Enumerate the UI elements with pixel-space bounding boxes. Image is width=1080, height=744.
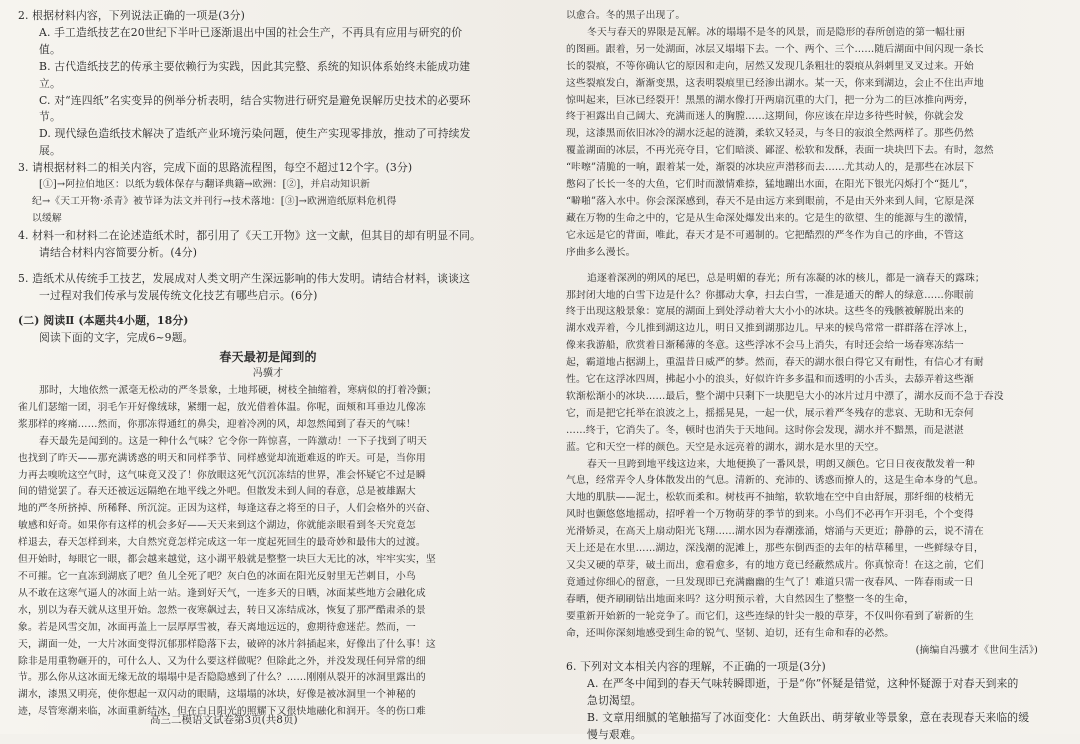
right-column-line: 要重新开始新的一轮竞争了。而它们，这些连绿的针尖一般的草芽，不仅叫你看到了崭新的生 xyxy=(566,610,974,622)
right-column-line: 这些裂痕发白，渐渐变黑，这表明裂痕里已经渗出湖水。某一天，你来到湖边，会止不住出声地 xyxy=(566,77,984,89)
right-column-line: 追逐着深冽的朔风的尾巴，总是明媚的春光；所有冻凝的冰的核儿，都是一滴春天的露珠； xyxy=(587,272,985,284)
left-column-line: 迹，尽管寒潮来临，冰面重新结冰，但在白日阳光的照耀下又很快地融化和润开。冬的伤口难 xyxy=(18,706,426,718)
left-column-line: 从不敢在这寒气逼人的冰面上站一站。逢到好天气，一连多天的日晒，冰面某些地方会融化成 xyxy=(18,587,426,599)
left-column-line: 春天最先是闻到的。这是一种什么气味？它令你一阵惊喜，一阵激动！一下子找到了明天 xyxy=(39,435,427,447)
right-column-line: 的图画。跟着，另一处湖面，冰层又塌塌下去。一个、两个、三个……随后湖面中间闪现一条长 xyxy=(566,43,984,55)
right-column-line: 惊叫起来，巨冰已经裂开！黑黑的湖水像打开两扇沉重的大门，把一分为二的巨冰推向两旁， xyxy=(566,94,974,106)
right-column-line: 起，霸道地占据湖上，重温昔日威严的梦。然而，春天的湖水很白得它又有耐性，有信心才有耐 xyxy=(566,357,984,369)
right-column-line: 终于袒露出自己阔大、充满而迷人的胸膛……这期间，你应该在岸边多待些时候，你就会发 xyxy=(566,111,964,123)
left-column-line: 冯骥才 xyxy=(252,368,284,380)
left-column-line: 以缓解 xyxy=(32,212,62,224)
left-column-line: 敏感和好奇。如果你有这样的机会多好——天天来到这个湖边，你就能亲眼看到冬天究竟怎 xyxy=(18,520,416,532)
right-column-line: ……终于，它消失了。冬，顿时也消失于天地间。这时你会发现，湖水并不黯黑，而是湛湛 xyxy=(566,424,964,436)
right-column-line: 慢与艰难。 xyxy=(587,728,642,742)
left-column-line: 展。 xyxy=(39,144,61,158)
right-column-line: 6. 下列对文本相关内容的理解，不正确的一项是(3分) xyxy=(566,660,826,674)
right-column-line: 光滑娇灵，在高天上扇动阳光飞翔……湖水因为春潮涨涌，熔涌与天更近；静静的云，说不清在 xyxy=(566,526,984,538)
left-column-line: 节。那么你从这冰面无缘无故的塌塌中是否隐隐感到了什么？……刚刚从裂开的冰洞里露出的 xyxy=(18,672,426,684)
right-column-line: 命，还叫你深刻地感受到生命的锐气、坚韧、迫切，还有生命和春的必然。 xyxy=(566,627,895,639)
left-column-line: 节。 xyxy=(39,110,61,124)
left-column-line: B. 古代造纸技艺的传承主要依赖行为实践，因此其完整、系统的知识体系始终未能成功建 xyxy=(39,59,471,73)
left-column-line: A. 手工造纸技艺在20世纪下半叶已逐渐退出中国的社会生产，不再具有应用与研究的价 xyxy=(39,25,463,39)
right-column xyxy=(566,8,1064,744)
right-column-line: 以愈合。冬的黑子出现了。 xyxy=(566,10,686,21)
right-column-line: 现，这漆黑而依旧冰冷的湖水泛起的涟漪，柔软又轻灵，与冬日的寂浪全然两样了。那些仍然 xyxy=(566,128,974,140)
page-footer: 高三二模语文试卷第3页(共8页) xyxy=(150,714,298,726)
right-column-line: 春晒，便齐刷刷钻出地面来吗？这分明预示着，大自然因生了整整一冬的生命， xyxy=(566,593,915,605)
right-column-line: B. 文章用细腻的笔触描写了冰面变化：大鱼跃出、萌芽敏业等景象，意在表现春天来临的缓 xyxy=(587,711,1030,725)
left-column-line: 但开始时，每眼它一眼，都会越来越觉，这小湖平般就是整整一块巨大无比的冰，牢牢实实，坚 xyxy=(18,554,436,566)
left-column-line: 立。 xyxy=(39,76,61,90)
left-column-line: 水，别以为春天就从这里开始。忽然一夜寒飙过去，转日又冻结成冰，恢复了那严酷肃杀的景 xyxy=(18,604,426,616)
left-column-line: C. 对“连四纸”名实变异的例举分析表明，结合实物进行研究是避免误解历史技术的必要环 xyxy=(39,93,471,107)
right-column-line: 它，而是把它托举在浪波之上，摇摇晃晃，一起一伏，展示着严冬残存的悲哀、无助和无奈何 xyxy=(566,407,974,419)
left-column-line: 不可摧。它一直冻到湖底了吧？鱼儿全死了吧？灰白色的冰面在阳光反射里无芒刺目，小鸟 xyxy=(18,571,416,582)
left-column-line: 也找到了昨天——那充满诱惑的明天和同样季节、同样感觉却流逝难返的昨天。可是，当你用 xyxy=(18,452,426,464)
left-column-line: 那时，大地依然一派毫无松动的严冬景象，土地邦硬，树枝全抽缩着，寒病似的打着冷颤； xyxy=(39,385,437,397)
right-column-line: “咔嚓”清脆的一响，跟着某一处，渐裂的冰块应声潜移而去……尤其动人的，是那些在冰层下 xyxy=(566,162,975,174)
left-column-line: 2. 根据材料内容，下列说法正确的一项是(3分) xyxy=(18,9,245,22)
right-column-line: 序曲多么漫长。 xyxy=(566,246,636,258)
right-column-line: 像来我游船，欣赏着日渐稀薄的冬意。这些浮冰不会马上消失，有时还会给一场春寒冻结一 xyxy=(566,340,964,352)
right-column-line: 大地的肌肤——泥土，松软而柔和。树枝再不抽缩，软软地在空中自由舒展，那纤细的枝梢无 xyxy=(566,492,974,504)
left-column-line xyxy=(18,262,518,271)
left-column-line: 纪→《天工开物·杀青》被节译为法文并刊行→技术落地：[③]→欧洲造纸原料危机得 xyxy=(32,195,397,207)
right-column-line xyxy=(566,262,1064,271)
left-column-line: 象。若是风雪交加，冰面再盖上一层厚厚雪被，春天离地远远的，愈期待愈迷茫。然而，一 xyxy=(18,621,416,633)
right-column-line: 长的裂痕，不等你确认它的原因和走向，居然又发现几条粗壮的裂痕从斜刺里叉叉过来。开始 xyxy=(566,60,974,72)
left-column-line: 3. 请根据材料二的相关内容，完成下面的思路流程图，每空不超过12个字。(3分) xyxy=(18,161,413,175)
right-column-line: (摘编自冯骥才《世间生活》) xyxy=(915,644,1038,656)
left-column-line: 值。 xyxy=(39,42,61,56)
right-column-line: 藏在万物的生命之中的，它是从生命深处爆发出来的。它是生的欲望、生的能源与生的激情， xyxy=(566,212,974,224)
left-column-line: 间的错觉罢了。春天还被远远隔绝在地平线之外吧。但散发未到人间的春意，总是被雄踞大 xyxy=(18,486,416,498)
left-column-line: 雀儿们瑟缩一团，羽毛乍开好像绒球，紧绷一起，放光借着体温。你呢，面颊和耳垂边儿像冻 xyxy=(18,401,426,413)
right-column-line: 风时也颤悠悠地摇动，招呼着一个万物萌芽的季节的到来。小鸟们不必再乍开羽毛，个个变得 xyxy=(566,509,974,521)
left-column xyxy=(18,8,518,721)
right-column-line: “噼啪”落入水中。你会深深感到，春天不是由远方来到眼前，不是由天外来到人间，它原是深 xyxy=(566,195,975,207)
left-column-line: 5. 造纸术从传统手工技艺，发展成对人类文明产生深远影响的伟大发明。请结合材料，谈谈这 xyxy=(18,271,471,285)
right-column-line: 性。它在这浮冰四周，拂起小小的浪头，好似许许多多温和而透明的小舌头，去舔弄着这些渐 xyxy=(566,374,974,386)
left-column-line: 一过程对我们传承与发展传统文化技艺有哪些启示。(6分) xyxy=(39,288,318,302)
left-column-line: 湖水，漆黑又明亮，使你想起一双闪动的眼睛，这塌塌的冰块，好像是被冰洞里一个神秘的 xyxy=(18,689,416,701)
left-column-line: (二) 阅读Ⅱ (本题共4小题，18分) xyxy=(18,314,189,328)
right-column-line: 又尖又硬的草芽，破土而出，愈看愈多，有的地方竟已经蔽然成片。你真惊奇！在这之前，它们 xyxy=(566,560,984,571)
right-column-line: 天上还是在水里……湖边，深浅潮的泥滩上，那些东倒西歪的去年的枯草稀里，一些鲜绿夺目， xyxy=(566,543,984,555)
right-column-line: 春天一旦跨到地平线这边来，大地便换了一番风景，明朗又颜色。它日日夜夜散发着一种 xyxy=(587,458,975,470)
right-column-line: 覆盖湖面的冰层，不再光亮夺目，它们暗淡、鄙涩、松软和发酥，表面一块块凹下去。有时，忽然 xyxy=(566,145,994,157)
left-column-line: 阅读下面的文字，完成6~9题。 xyxy=(39,331,194,345)
right-column-line: A. 在严冬中闻到的春天气味转瞬即逝，于是“你”怀疑是错觉，这种怀疑源于对春天到来的 xyxy=(587,677,1019,691)
right-column-line: 终于出现这般景象：宽展的湖面上到处浮动着大大小小的冰块。这些冬的残骸被解脱出来的 xyxy=(566,306,964,318)
left-column-line: 地的严冬所挤掉、所稀释、所沉淀。正因为这样，每逢这春之将至的日子，人们会格外的兴奋、 xyxy=(18,503,436,515)
left-column-line xyxy=(18,304,518,313)
left-column-line: D. 现代绿色造纸技术解决了造纸产业环境污染问题，使生产实现零排放，推动了可持续发 xyxy=(39,127,471,141)
right-column-line: 竟通过你细心的留意，一旦发现即已充满幽幽的生气了！难道只需一夜春风、一阵春雨或一日 xyxy=(566,576,974,588)
right-column-line: 软渐松渐小的冰块……最后，整个湖中只剩下一块肥皂大小的冰片过月中漂了，湖水反而不急于吞没 xyxy=(566,390,1004,402)
right-column-line: 那封闭大地的白雪下边是什么？你挪动大拿，扫去白雪，一准是通天的醉人的绿意……你眼前 xyxy=(566,289,974,301)
right-column-line: 憋闷了长长一冬的大鱼，它们时而激情难捺，猛地蹦出水面，在阳光下银光闪烁打个“挺儿”， xyxy=(566,179,975,191)
right-column-line: 蓝。它和天空一样的颜色。天空是永远亮着的湖水，湖水是水里的天空。 xyxy=(566,441,885,453)
right-column-line: 气息，经常弄令人身体散发出的气息。清新的、充沛的、诱惑而撩人的，这是生命本身的气息。 xyxy=(566,475,984,487)
right-column-line: 湖水戏弄着，今儿推到湖这边儿，明日又推到湖那边儿。早来的候鸟常常一群群落在浮冰上， xyxy=(566,323,974,335)
left-column-line: 请结合材料内容简要分析。(4分) xyxy=(39,245,198,259)
left-column-line: 天，湖面一处，一大片冰面变得沉郁那样隐落下去，破碎的冰片斜插起来，好像出了什么事！这 xyxy=(18,638,436,650)
right-column-line: 它永远是它的背面，唯此，春天才是不可遏制的。它把酷烈的严冬作为自己的序曲，不管这 xyxy=(566,229,964,241)
left-column-line: 力再去嗅吮这空气时，这气味竟又没了！你放眼这死气沉沉冻结的世界，准会怀疑它不过是瞬 xyxy=(18,469,426,481)
left-column-line: 浆那样的疼痛……然而，你那冻得通红的鼻尖，迎着冷冽的风，却忽然闻到了春天的气味！ xyxy=(18,418,416,430)
right-column-line: 冬天与春天的界限是瓦解。冰的塌塌不是冬的风景，而是隐形的春所创造的第一幅壮丽 xyxy=(587,26,965,38)
right-column-line: 急切渴望。 xyxy=(587,694,642,708)
left-column-line: 春天最初是闻到的 xyxy=(219,350,317,365)
left-column-line: 4. 材料一和材料二在论述造纸术时，都引用了《天工开物》这一文献，但其目的却有明显不同。 xyxy=(18,228,482,242)
left-column-line: 样退去，春天怎样到来，大自然究竟怎样完成这一年一度起死回生的最奇妙和最伟大的过渡。 xyxy=(18,537,426,549)
left-column-line: [①]→阿拉伯地区：以纸为载体保存与翻译典籍→欧洲：[②]，并启动知识新 xyxy=(39,179,371,191)
left-column-line: 除非是用重物砸开的，可什么人、又为什么要这样做呢？但除此之外，并没发现任何异常的细 xyxy=(18,655,426,667)
